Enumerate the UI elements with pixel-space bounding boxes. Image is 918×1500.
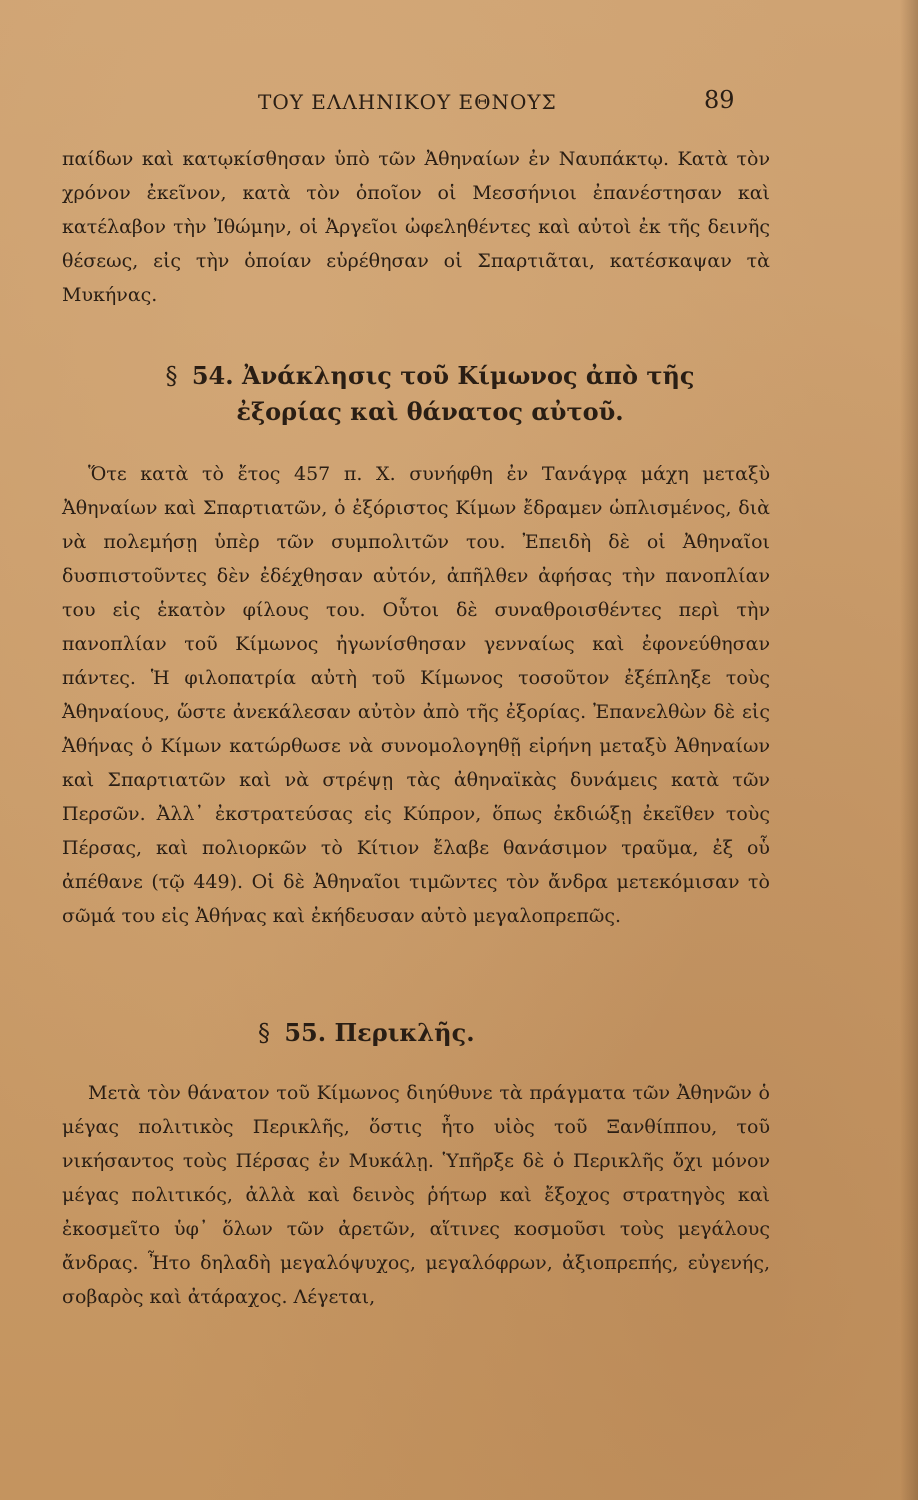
- section-54-number: 54.: [191, 361, 234, 390]
- section-55-paragraph: Μετὰ τὸν θάνατον τοῦ Κίμωνος διηύθυνε τὰ πράγματα τῶν Ἀθηνῶν ὁ μέγας πολιτικὸς Περικλῆς, ὅστις ἦτο υἱὸς τοῦ Ξανθίππου, τοῦ νικήσαντος τοὺς Πέρσας ἐν Μυκάλῃ. Ὑπῆρξε δὲ ὁ Περικλῆς ὄχι μόνον μέγας πολιτικός, ἀλλὰ καὶ δεινὸς ῥήτωρ καὶ ἔξοχος στρατηγὸς καὶ ἐκοσμεῖτο ὑφ᾽ ὅλων τῶν ἀρετῶν, αἵτινες κοσμοῦσι τοὺς μεγάλους ἄνδρας. Ἦτο δηλαδὴ μεγαλόψυχος, μεγαλόφρων, ἀξιοπρεπής, εὐγενής, σοβαρὸς καὶ ἀτάραχος. Λέγεται,: [62, 1082, 770, 1308]
- section-54-heading: [150, 358, 710, 430]
- section-55-title: Περικλῆς.: [334, 1018, 475, 1047]
- section-55-body: [62, 1076, 770, 1314]
- page-edge-shadow: [900, 0, 918, 1500]
- section-54-sign: §: [165, 362, 178, 390]
- page-number: 89: [704, 86, 735, 114]
- section-55-number: 55.: [284, 1018, 327, 1047]
- intro-text-block: [62, 142, 770, 312]
- section-54-paragraph: Ὅτε κατὰ τὸ ἔτος 457 π. Χ. συνήφθη ἐν Τανάγρᾳ μάχη μεταξὺ Ἀθηναίων καὶ Σπαρτιατῶν, ὁ ἐξόριστος Κίμων ἔδραμεν ὡπλισμένος, διὰ νὰ πολεμήσῃ ὑπὲρ τῶν συμπολιτῶν του. Ἐπειδὴ δὲ οἱ Ἀθηναῖοι δυσπιστοῦντες δὲν ἐδέχθησαν αὐτόν, ἀπῆλθεν ἀφήσας τὴν πανοπλίαν του εἰς ἑκατὸν φίλους του. Οὗτοι δὲ συναθροισθέντες περὶ τὴν πανοπλίαν τοῦ Κίμωνος ἠγωνίσθησαν γενναίως καὶ ἐφονεύθησαν πάντες. Ἡ φιλοπατρία αὐτὴ τοῦ Κίμωνος τοσοῦτον ἐξέπληξε τοὺς Ἀθηναίους, ὥστε ἀνεκάλεσαν αὐτὸν ἀπὸ τῆς ἐξορίας. Ἐπανελθὼν δὲ εἰς Ἀθήνας ὁ Κίμων κατώρθωσε νὰ συνομολογηθῇ εἰρήνη μεταξὺ Ἀθηναίων καὶ Σπαρτιατῶν καὶ νὰ στρέψῃ τὰς ἀθηναϊκὰς δυνάμεις κατὰ τῶν Περσῶν. Ἀλλ᾽ ἐκστρατεύσας εἰς Κύπρον, ὅπως ἐκδιώξῃ ἐκεῖθεν τοὺς Πέρσας, καὶ πολιορκῶν τὸ Κίτιον ἔλαβε θανάσιμον τραῦμα, ἐξ οὗ ἀπέθανε (τῷ 449). Οἱ δὲ Ἀθηναῖοι τιμῶντες τὸν ἄνδρα μετεκόμισαν τὸ σῶμά του εἰς Ἀθήνας καὶ ἐκήδευσαν αὐτὸ μεγαλοπρεπῶς.: [62, 463, 770, 927]
- section-54-body: [62, 457, 770, 933]
- section-55-heading: [258, 1018, 658, 1047]
- intro-paragraph: παίδων καὶ κατῳκίσθησαν ὑπὸ τῶν Ἀθηναίων ἐν Ναυπάκτῳ. Κατὰ τὸν χρόνον ἐκεῖνον, κατὰ τὸν ὁποῖον οἱ Μεσσήνιοι ἐπανέστησαν καὶ κατέλαβον τὴν Ἰθώμην, οἱ Ἀργεῖοι ὠφεληθέντες καὶ αὐτοὶ ἐκ τῆς δεινῆς θέσεως, εἰς τὴν ὁποίαν εὑρέθησαν οἱ Σπαρτιᾶται, κατέσκαψαν τὰ Μυκήνας.: [62, 148, 770, 306]
- section-54-title: Ἀνάκλησις τοῦ Κίμωνος ἀπὸ τῆς ἐξορίας καὶ θάνατος αὐτοῦ.: [236, 361, 695, 426]
- section-55-sign: §: [258, 1019, 270, 1047]
- running-head-title: ΤΟΥ ΕΛΛΗΝΙΚΟΥ ΕΘΝΟΥΣ: [258, 90, 557, 114]
